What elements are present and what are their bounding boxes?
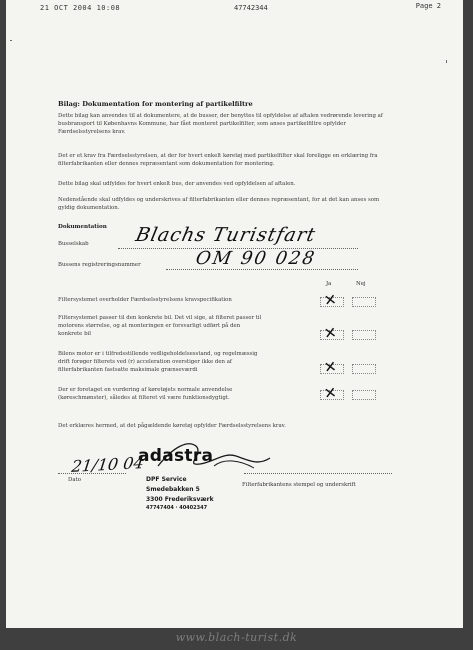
paragraph-signature: Nedenstående skal udfyldes og underskrives af filterfabrikanten eller dennes repræsentant, for at det kan anses som gyldig dokumentation. [58,197,380,212]
company-label: Busselskab [58,241,89,247]
document-title: Bilag: Dokumentation for montering af partikelfiltre [58,100,253,108]
paragraph-per-bus: Dette bilag skal udfyldes for hvert enkelt bus, der anvendes ved opfyldelsen af aftalen. [58,181,296,187]
documentation-heading: Dokumentation [58,224,107,230]
handwritten-date: 21/10 04 [70,453,146,476]
checkbox-engine-no [352,364,376,374]
check-item-spec: Filtersystemet overholder Færdselsstyrelsens kravspecifikation [58,297,232,303]
column-yes: Ja [326,281,332,287]
stamp-line-service: DPF Service [146,476,187,483]
stamp-line-city: 3300 Frederiksværk [146,496,214,503]
checkbox-fit-no [352,330,376,340]
stamp-line-phone: 47747404 · 40402347 [146,505,208,511]
paragraph-requirement: Det er et krav fra Færdselsstyrelsen, at der for hvert enkelt køretøj med partikelfilter skal foreligge en erklæring fra filterfabrikanten eller dennes repræsentant som dokumentation for montering. [58,153,378,168]
stamp-logo: adastra [138,446,214,466]
watermark-url: www.blach-turist.dk [175,631,298,644]
checkbox-usage-no [352,390,376,400]
check-item-fit: Filtersystemet passer til den konkrete bil. Det vil sige, at filteret passer til motorens størrelse, og at monteringen er forsvarligt udført på den konkrete bil [58,315,262,338]
check-item-usage: Der er foretaget en vurdering af køretøjets normale anvendelse (køreschmønster), således at filteret vil være funktionsdygtigt. [58,387,233,402]
check-mark-icon: ✕ [322,383,338,403]
fax-header [6,0,463,14]
stamp-line [244,473,392,474]
document-page [6,0,463,628]
check-mark-icon: ✕ [322,290,338,310]
fax-date: 21 OCT 2004 10:08 [40,4,121,12]
check-item-engine: Bilens motor er i tilfredsstillende vedligeholdelsesstand, og regelmæssig drift forøger filterets ved (r) acceleration overstiger ikke den af filterfabrikanten fastsatte maksimale grænseværdi [58,351,258,374]
date-label: Dato [68,477,81,483]
scan-speck [10,40,12,41]
declaration-text: Det erklæres hermed, at det pågældende køretøj opfylder Færdselsstyrelsens krav. [58,423,286,429]
check-mark-icon: ✕ [322,357,338,377]
company-handwriting: Blachs Turistfart [133,224,318,246]
registration-line [166,269,358,270]
date-line [58,473,126,474]
stamp-signature-label: Filterfabrikantens stempel og underskrift [242,482,356,488]
check-mark-icon: ✕ [322,323,338,343]
column-no: Nej [356,281,366,287]
registration-handwriting: OM 90 028 [194,248,318,269]
checkbox-spec-no [352,297,376,307]
registration-label: Bussens registreringsnummer [58,262,141,268]
scan-speck [446,60,447,63]
fax-page-number: Page 2 [415,2,441,10]
stamp-line-street: Smedebakken 5 [146,486,200,493]
fax-number: 47742344 [234,4,268,12]
paragraph-intro: Dette bilag kan anvendes til at dokumentere, at de busser, der benyttes til opfyldelse af aftalen vedrørende levering af busbransport til Københavns Kommune, har fået monteret partikelfilter, som anses partikelfiltre opfylder Færdselsstyrelsens krav. [58,113,383,136]
